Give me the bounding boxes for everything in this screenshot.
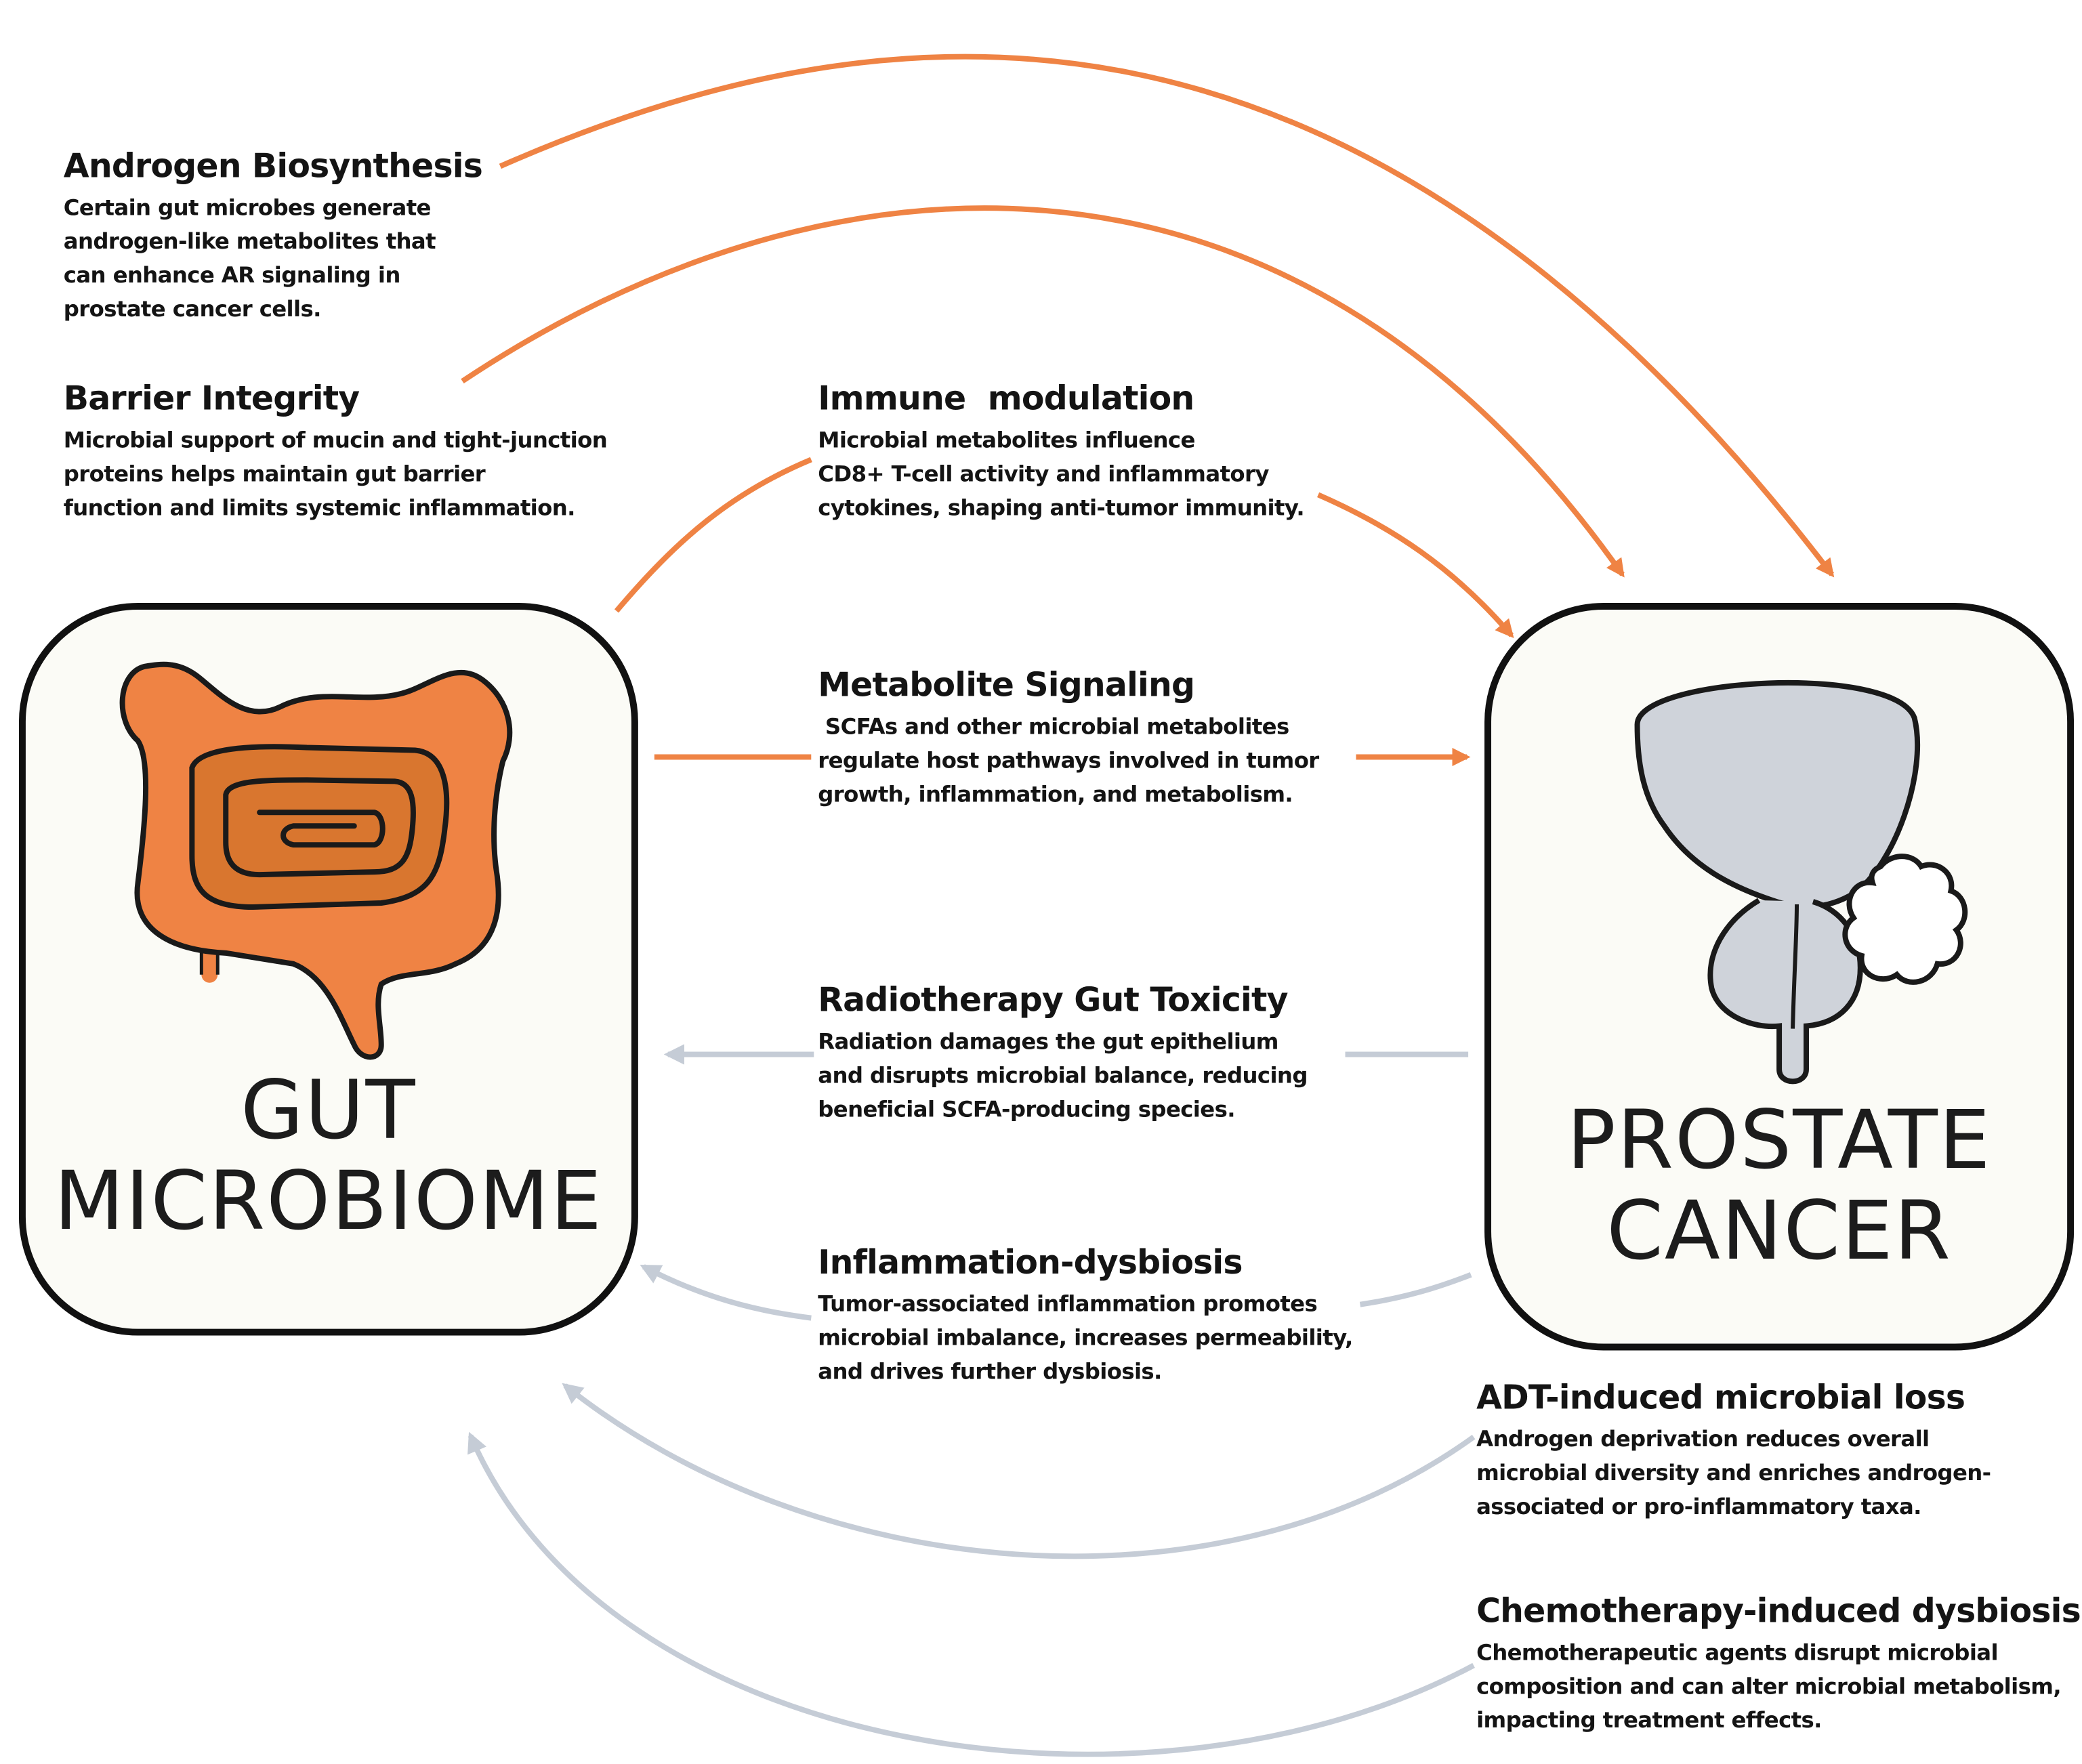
barrier-integrity-block bbox=[64, 380, 607, 524]
immune-modulation-arrow-start bbox=[617, 459, 811, 610]
inflammation-dysbiosis-line-1: Tumor-associated inflammation promotes bbox=[818, 1290, 1318, 1317]
barrier-integrity-line-2: proteins helps maintain gut barrier bbox=[63, 461, 486, 487]
adt-microbial-loss-line-2: microbial diversity and enriches androgen- bbox=[1476, 1459, 1991, 1486]
metabolite-signaling-line-1: SCFAs and other microbial metabolites bbox=[818, 713, 1289, 740]
barrier-integrity-line-3: function and limits systemic inflammation. bbox=[63, 495, 575, 521]
immune-modulation-title: Immune modulation bbox=[818, 378, 1194, 418]
adt-loss-arrow bbox=[565, 1385, 1474, 1556]
barrier-integrity-line-1: Microbial support of mucin and tight-junction bbox=[63, 427, 608, 453]
immune-modulation-arrow bbox=[1318, 495, 1512, 635]
adt-microbial-loss-line-1: Androgen deprivation reduces overall bbox=[1476, 1426, 1930, 1452]
gut-microbiome-label bbox=[26, 1066, 631, 1248]
inflammation-dysbiosis-title: Inflammation-dysbiosis bbox=[818, 1242, 1243, 1282]
chemotherapy-dysbiosis-block bbox=[1476, 1593, 2081, 1737]
inflammation-arrow bbox=[644, 1267, 811, 1318]
androgen-biosynthesis-line-2: androgen-like metabolites that bbox=[63, 228, 436, 254]
metabolite-signaling-title: Metabolite Signaling bbox=[818, 665, 1195, 705]
inflammation-dysbiosis-line-3: and drives further dysbiosis. bbox=[818, 1358, 1162, 1385]
immune-modulation-line-1: Microbial metabolites influence bbox=[818, 427, 1195, 453]
chemotherapy-arrow bbox=[470, 1435, 1474, 1754]
prostate-cancer-box bbox=[1484, 603, 2074, 1351]
prostate-cancer-label bbox=[1491, 1093, 2067, 1280]
androgen-biosynthesis-block bbox=[64, 148, 482, 326]
gut-label-line-1: GUT bbox=[241, 1064, 417, 1159]
prostate-tumor-icon bbox=[1583, 664, 2030, 1097]
prostate-label-line-1: PROSTATE bbox=[1566, 1093, 1992, 1189]
radiotherapy-gut-toxicity-title: Radiotherapy Gut Toxicity bbox=[818, 980, 1288, 1020]
chemotherapy-dysbiosis-title: Chemotherapy-induced dysbiosis bbox=[1476, 1591, 2081, 1631]
androgen-biosynthesis-title: Androgen Biosynthesis bbox=[63, 146, 483, 186]
androgen-biosynthesis-line-4: prostate cancer cells. bbox=[63, 295, 321, 322]
radiotherapy-gut-toxicity-line-3: beneficial SCFA-producing species. bbox=[818, 1096, 1235, 1122]
gut-label-line-2: MICROBIOME bbox=[54, 1154, 604, 1250]
adt-microbial-loss-block bbox=[1476, 1379, 1991, 1523]
chemotherapy-dysbiosis-line-2: composition and can alter microbial metabolism, bbox=[1476, 1673, 2062, 1700]
immune-modulation-line-3: cytokines, shaping anti-tumor immunity. bbox=[818, 495, 1305, 521]
inflammation-arrow-start bbox=[1360, 1275, 1471, 1305]
metabolite-signaling-line-3: growth, inflammation, and metabolism. bbox=[818, 781, 1293, 807]
androgen-biosynthesis-line-1: Certain gut microbes generate bbox=[63, 194, 431, 221]
metabolite-signaling-line-2: regulate host pathways involved in tumor bbox=[818, 747, 1319, 774]
metabolite-signaling-block bbox=[818, 667, 1318, 811]
barrier-integrity-title: Barrier Integrity bbox=[63, 378, 360, 418]
prostate-label-line-2: CANCER bbox=[1606, 1184, 1952, 1280]
radiotherapy-gut-toxicity-line-1: Radiation damages the gut epithelium bbox=[818, 1028, 1278, 1055]
chemotherapy-dysbiosis-line-1: Chemotherapeutic agents disrupt microbial bbox=[1476, 1639, 1998, 1666]
chemotherapy-dysbiosis-line-3: impacting treatment effects. bbox=[1476, 1707, 1822, 1734]
immune-modulation-line-2: CD8+ T-cell activity and inflammatory bbox=[818, 461, 1269, 487]
inflammation-dysbiosis-line-2: microbial imbalance, increases permeability, bbox=[818, 1324, 1353, 1351]
adt-microbial-loss-title: ADT-induced microbial loss bbox=[1476, 1377, 1965, 1417]
radiotherapy-gut-toxicity-line-2: and disrupts microbial balance, reducing bbox=[818, 1062, 1308, 1089]
gut-microbiome-box bbox=[19, 603, 638, 1336]
intestine-icon bbox=[91, 639, 537, 1072]
adt-microbial-loss-line-3: associated or pro-inflammatory taxa. bbox=[1476, 1493, 1921, 1519]
immune-modulation-block bbox=[818, 380, 1304, 524]
inflammation-dysbiosis-block bbox=[818, 1244, 1352, 1388]
androgen-biosynthesis-line-3: can enhance AR signaling in bbox=[63, 261, 400, 288]
radiotherapy-gut-toxicity-block bbox=[818, 982, 1308, 1126]
